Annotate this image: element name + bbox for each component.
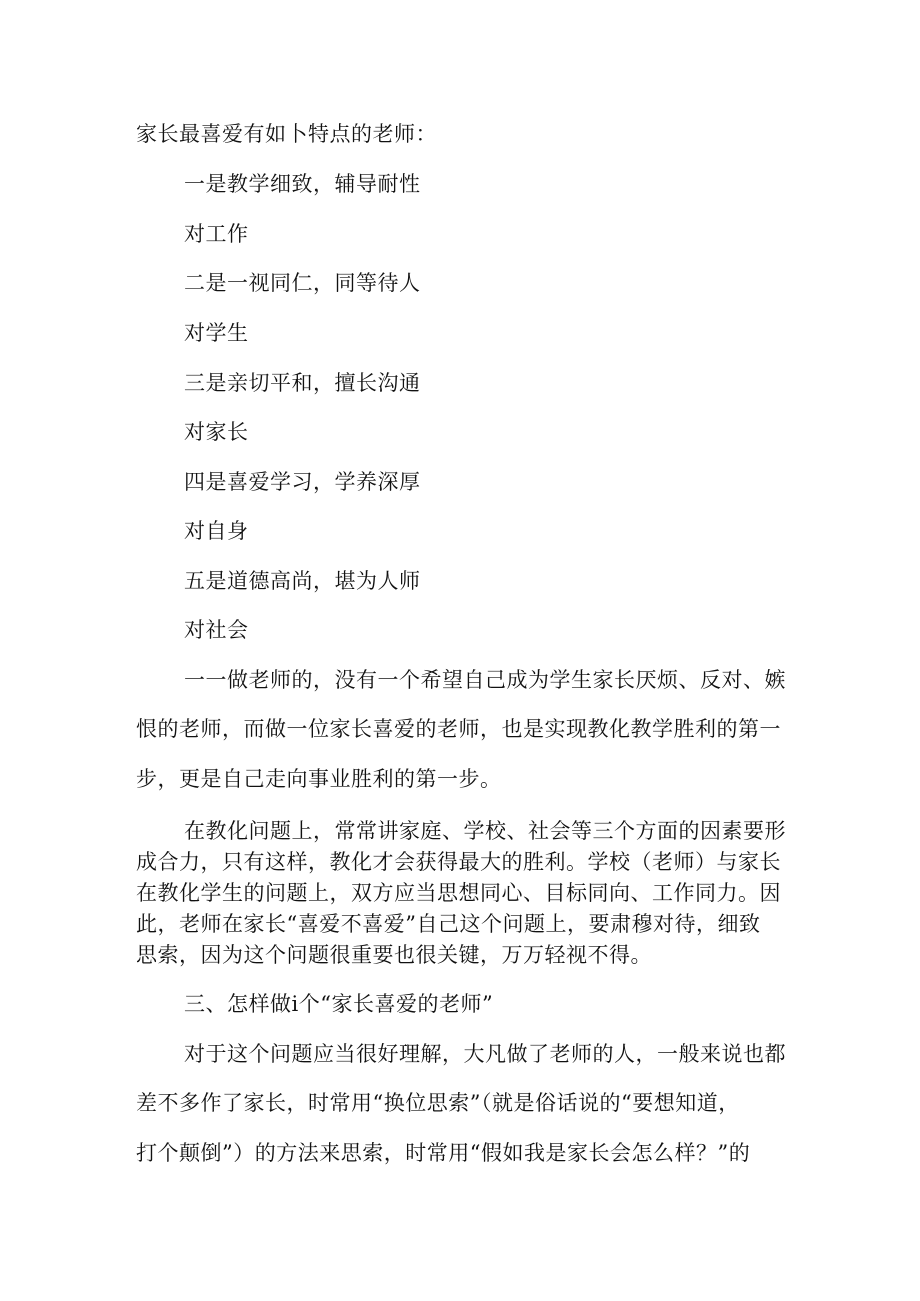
item-line: 五是道德高尚，堪为人师 (184, 569, 421, 593)
paragraph-line: 在教化学生的问题上，双方应当思想同心、目标同向、工作同力。因 (136, 881, 781, 905)
item-line: 对社会 (184, 618, 249, 642)
paragraph-line: 一一做老师的，没有一个希望自己成为学生家长厌烦、反对、嫉 (184, 668, 786, 692)
paragraph-line: 在教化问题上，常常讲家庭、学校、社会等三个方面的因素要形 (184, 819, 786, 843)
paragraph-line: 步，更是自己走向事业胜利的第一步。 (136, 767, 502, 791)
item-line: 二是一视同仁，同等待人 (184, 271, 421, 295)
item-line: 对自身 (184, 519, 249, 543)
paragraph-line: 思索，因为这个问题很重要也很关键，万万轻视不得。 (136, 943, 652, 967)
paragraph-line: 对于这个问题应当很好理解，大凡做了老师的人，一般来说也都 (184, 1042, 786, 1066)
paragraph-line: 成合力，只有这样，教化才会获得最大的胜利。学校（老师）与家长 (136, 850, 781, 874)
item-line: 一是教学细致，辅导耐性 (184, 172, 421, 196)
item-line: 对学生 (184, 321, 249, 345)
item-line: 三是亲切平和，擅长沟通 (184, 371, 421, 395)
item-line: 对家长 (184, 420, 249, 444)
item-line: 四是喜爱学习，学养深厚 (184, 470, 421, 494)
section-heading: 三、怎样做i个“家长喜爱的老师” (184, 992, 494, 1016)
paragraph-line: 差不多作了家长，时常用“换位思索”（就是俗话说的“要想知道， (136, 1091, 740, 1115)
intro-line: 家长最喜爱有如卜特点的老师： (136, 122, 437, 146)
item-line: 对工作 (184, 222, 249, 246)
paragraph-line: 恨的老师，而做一位家长喜爱的老师，也是实现教化教学胜利的第一 (136, 717, 781, 741)
paragraph-line: 打个颠倒”）的方法来思索，时常用“假如我是家长会怎么样？”的 (136, 1141, 751, 1165)
paragraph-line: 此，老师在家长“喜爱不喜爱”自己这个问题上，要肃穆对待，细致 (136, 912, 761, 936)
